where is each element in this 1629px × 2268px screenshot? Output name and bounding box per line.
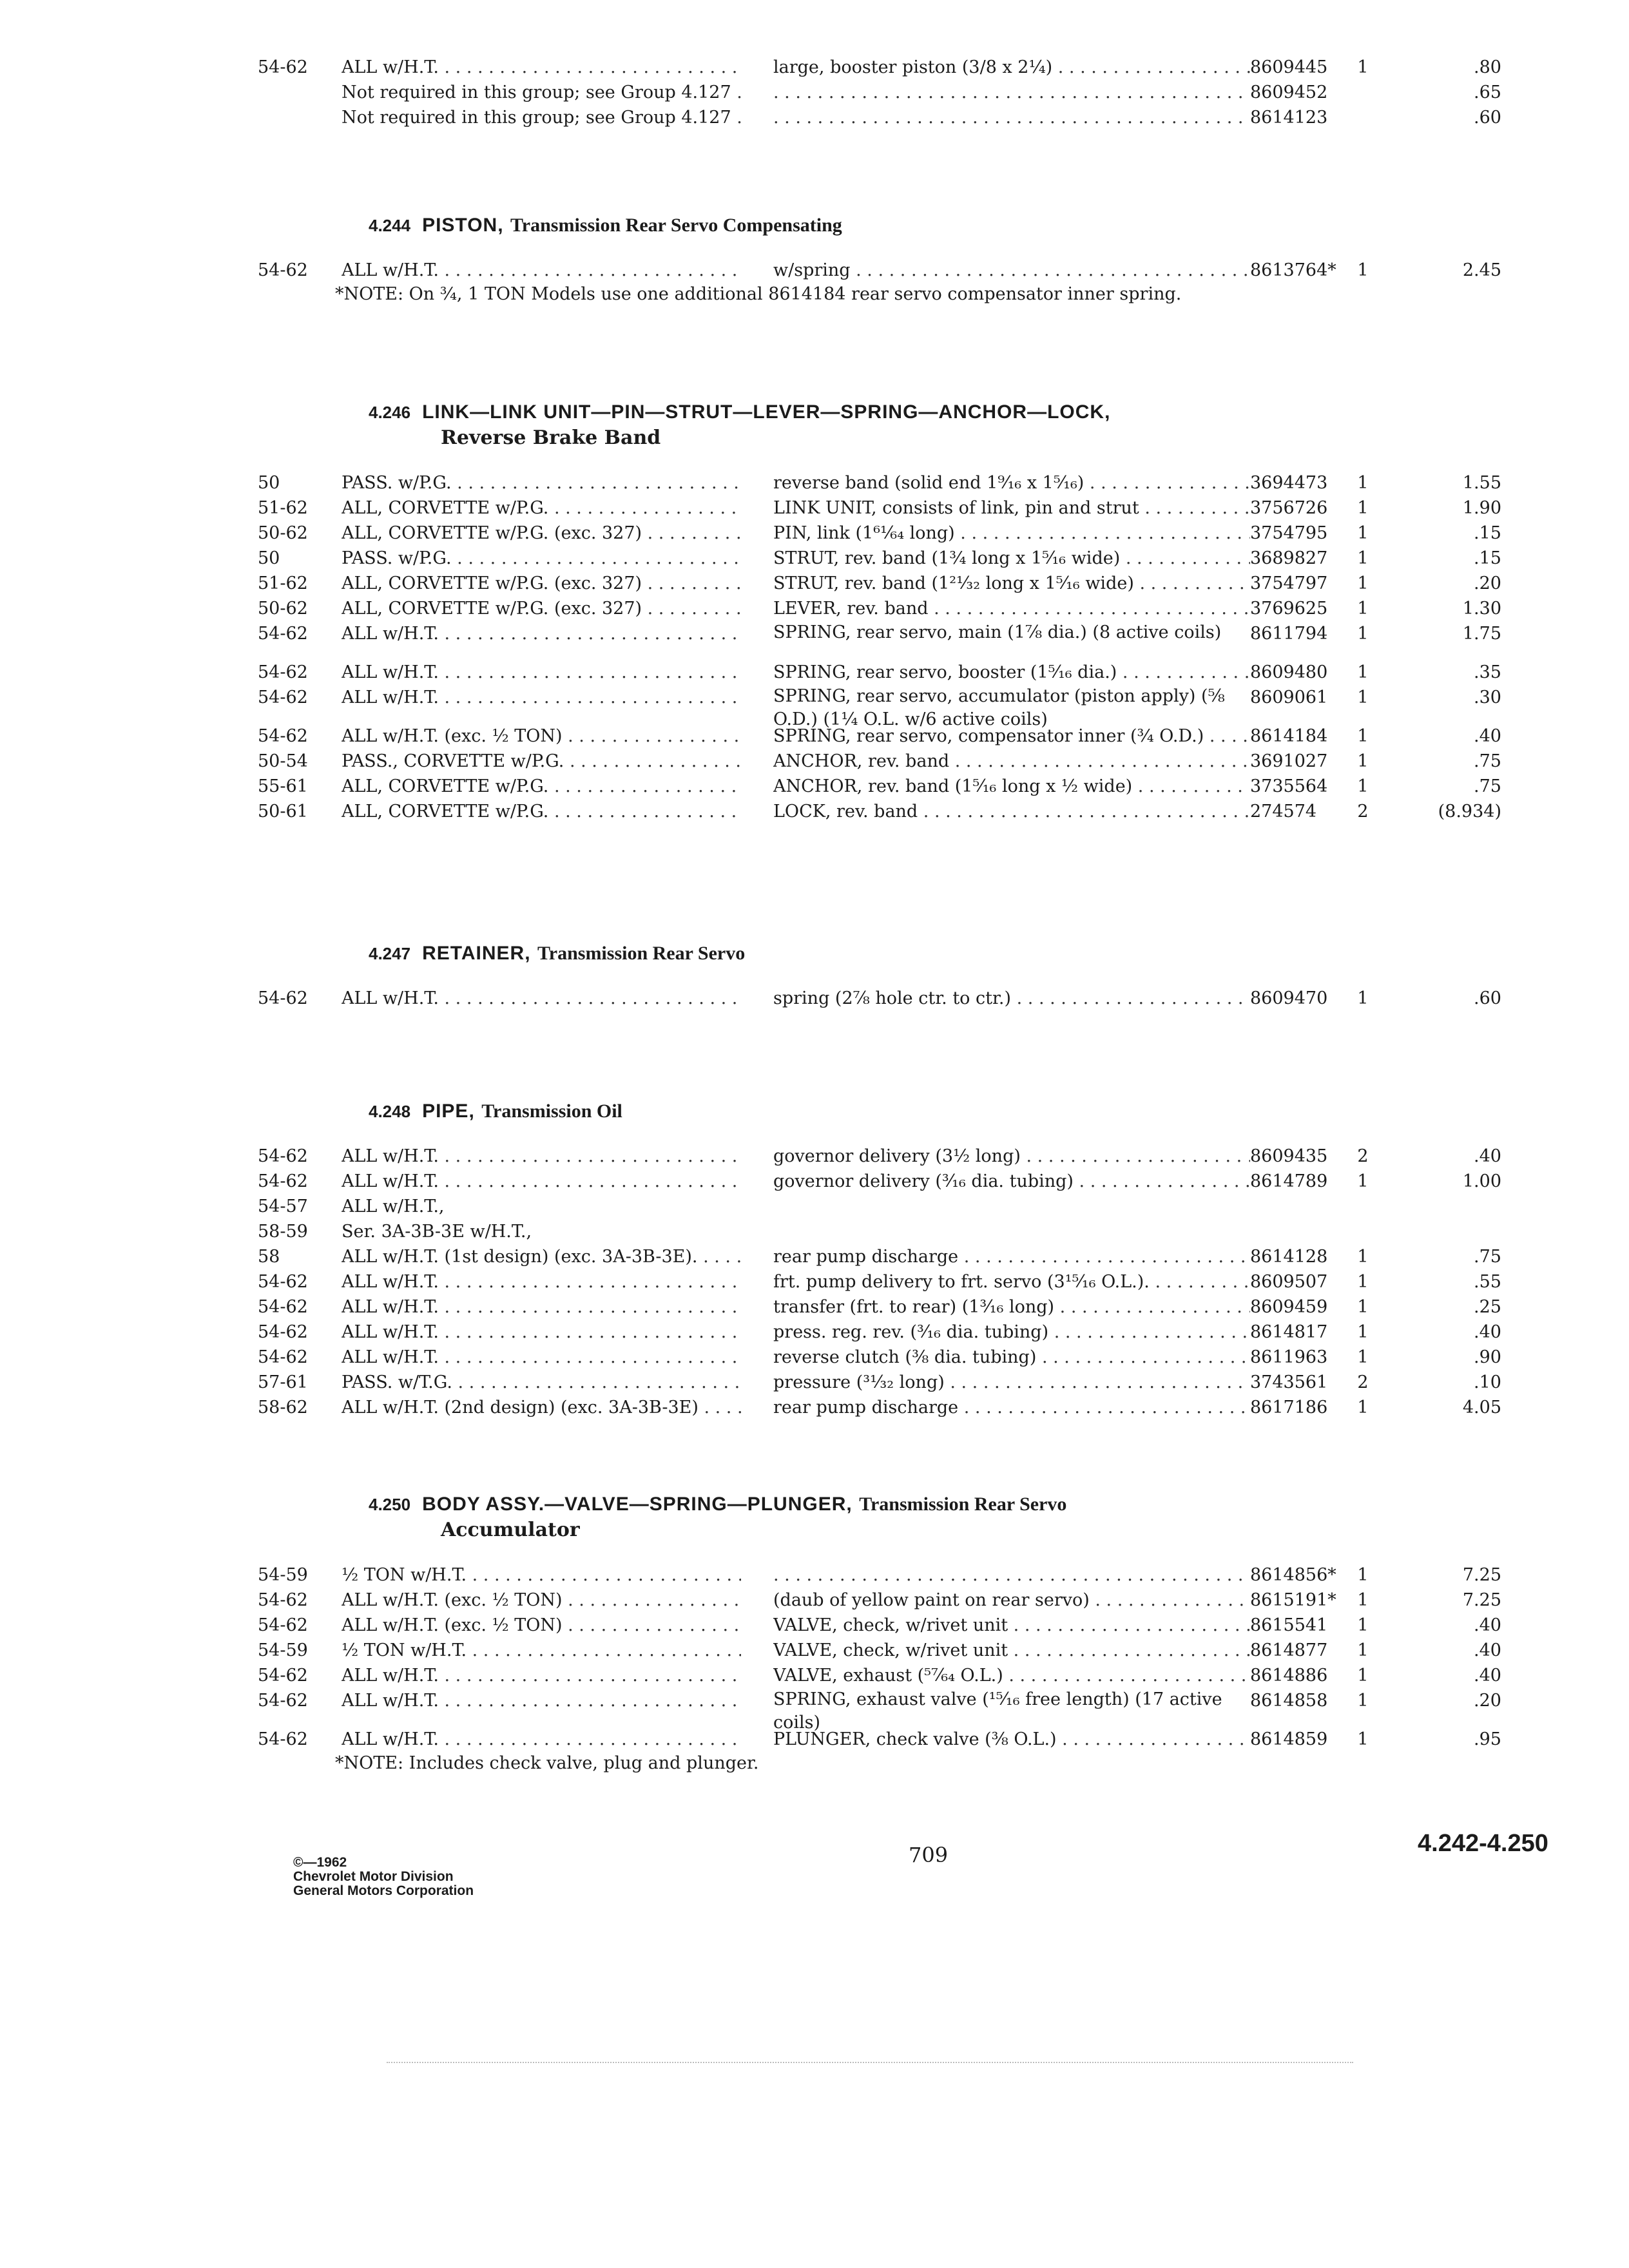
price-cell: 1.00 [1462,1171,1501,1191]
description-cell: reverse band (solid end 1⁹⁄₁₆ x 1⁵⁄₁₆) . . . [773,470,1250,495]
quantity-cell: 2 [1357,1372,1369,1392]
table-row [258,571,1521,596]
part-number-cell: 3743561 [1250,1372,1328,1392]
model-cell: ALL w/H.T. . . . [342,1320,741,1345]
section-title [369,213,1521,238]
year-cell: 54-59 [258,1565,308,1585]
part-number-cell: 8609435 [1250,1146,1328,1166]
quantity-cell: 1 [1357,1565,1369,1585]
price-cell: 1.30 [1462,599,1501,619]
section-title [369,399,1521,451]
price-cell: .90 [1474,1347,1501,1367]
price-cell: 1.90 [1462,498,1501,518]
part-number-cell: 8609480 [1250,662,1328,682]
year-cell: 54-62 [258,1347,308,1367]
table-row [258,724,1521,749]
year-cell: 54-59 [258,1640,308,1660]
quantity-cell: 1 [1357,1615,1369,1635]
year-cell: 54-62 [258,1297,308,1317]
year-cell: 57-61 [258,1372,308,1392]
quantity-cell: 1 [1357,1666,1369,1686]
section-s4244 [258,213,1521,306]
year-cell: 54-62 [258,988,308,1008]
price-cell: 7.25 [1462,1565,1501,1585]
description-cell: spring (2⅞ hole ctr. to ctr.) . . . [773,986,1250,1011]
description-cell: SPRING, rear servo, main (1⅞ dia.) (8 active coils) [773,622,1222,642]
section-s4247 [258,941,1521,1011]
description-cell: large, booster piston (3/8 x 2¼) . . . [773,55,1250,80]
quantity-cell: 2 [1357,1146,1369,1166]
quantity-cell: 1 [1357,1729,1369,1749]
table-row [258,1562,1521,1588]
table-row [258,1244,1521,1269]
model-cell: ALL w/H.T. . . . [342,55,741,80]
year-cell: 54-62 [258,1322,308,1342]
part-number-cell: 8615541 [1250,1615,1328,1635]
part-number-cell: 8609445 [1250,57,1328,77]
table-row [258,1345,1521,1370]
quantity-cell: 1 [1357,260,1369,280]
price-cell: .65 [1474,82,1501,102]
table-row [258,660,1521,685]
part-number-cell: 8613764* [1250,260,1336,280]
year-cell: 50 [258,473,280,493]
price-cell: .60 [1474,988,1501,1008]
quantity-cell: 1 [1357,776,1369,796]
table-row [258,258,1521,283]
section-subtitle: Transmission Rear Servo Compensating [510,215,842,236]
model-cell: ALL w/H.T. (exc. ½ TON) . . . [342,724,741,749]
year-cell: 54-62 [258,1691,308,1711]
year-cell: 54-62 [258,687,308,707]
model-cell: ALL w/H.T. . . . [342,685,741,710]
description-cell: STRUT, rev. band (1¾ long x 1⁵⁄₁₆ wide) . . . [773,546,1250,571]
quantity-cell: 1 [1357,687,1369,707]
year-cell: 54-62 [258,1146,308,1166]
year-cell: 54-62 [258,1729,308,1749]
description-cell: w/spring . . . [773,258,1250,283]
model-cell: ½ TON w/H.T. . . . [342,1562,741,1588]
quantity-cell: 1 [1357,726,1369,746]
quantity-cell: 1 [1357,662,1369,682]
description-cell: press. reg. rev. (³⁄₁₆ dia. tubing) . . . [773,1320,1250,1345]
year-cell: 54-62 [258,662,308,682]
table-row [258,1320,1521,1345]
model-cell: ALL, CORVETTE w/P.G. . . . [342,495,741,521]
model-cell: ALL w/H.T. . . . [342,1294,741,1320]
price-cell: .75 [1474,1247,1501,1267]
price-cell: .20 [1474,573,1501,593]
part-number-cell: 8614886 [1250,1666,1328,1686]
part-number-cell: 8611963 [1250,1347,1328,1367]
quantity-cell: 1 [1357,498,1369,518]
year-cell: 54-62 [258,260,308,280]
table-row [258,105,1521,130]
section-title [369,1099,1521,1124]
model-cell: ALL w/H.T. . . . [342,660,741,685]
quantity-cell: 1 [1357,1398,1369,1418]
table-row [258,621,1521,660]
part-number-cell: 3756726 [1250,498,1328,518]
section-subtitle: Transmission Rear Servo [537,943,746,964]
model-cell: ALL w/H.T. (1st design) (exc. 3A-3B-3E). . . . [342,1244,741,1269]
parts-table [258,986,1521,1011]
description-cell: (daub of yellow paint on rear servo) . . . [773,1588,1250,1613]
table-row [258,546,1521,571]
price-cell: .15 [1474,523,1501,543]
description-cell: rear pump discharge . . . [773,1244,1250,1269]
year-cell: 55-61 [258,776,308,796]
model-cell: PASS. w/P.G. . . . [342,546,741,571]
description-cell: LOCK, rev. band . . . [773,799,1250,824]
parts-table [258,55,1521,130]
description-cell [773,1562,1250,1588]
table-row [258,774,1521,799]
part-number-cell: 8617186 [1250,1398,1328,1418]
part-number-cell: 274574 [1250,802,1317,822]
price-cell: 4.05 [1462,1398,1501,1418]
part-number-cell: 8614858 [1250,1691,1328,1711]
price-cell: (8.934) [1438,802,1501,822]
model-cell: ALL w/H.T. . . . [342,1345,741,1370]
parts-table [258,470,1521,824]
model-cell: ALL w/H.T. . . . [342,1688,741,1713]
section-s4248 [258,1099,1521,1420]
quantity-cell: 1 [1357,751,1369,771]
price-cell: .35 [1474,662,1501,682]
description-cell: VALVE, check, w/rivet unit . . . [773,1638,1250,1663]
section-note: *NOTE: On ¾, 1 TON Models use one additional 8614184 rear servo compensator inner spring. [335,284,1182,304]
price-cell: .55 [1474,1272,1501,1292]
quantity-cell: 1 [1357,1272,1369,1292]
year-cell: 54-62 [258,1615,308,1635]
model-cell: ALL w/H.T. . . . [342,1169,741,1194]
year-cell: 58-62 [258,1398,308,1418]
part-number-cell: 8609507 [1250,1272,1328,1292]
description-cell: LINK UNIT, consists of link, pin and strut . . . [773,495,1250,521]
part-number-cell: 3691027 [1250,751,1328,771]
model-cell: ALL, CORVETTE w/P.G. (exc. 327) . . . [342,571,741,596]
price-cell: 1.75 [1462,624,1501,644]
price-cell: .30 [1474,687,1501,707]
section-number: 4.248 [369,1102,411,1121]
table-row [258,1663,1521,1688]
model-cell: ALL, CORVETTE w/P.G. (exc. 327) . . . [342,596,741,621]
year-cell: 51-62 [258,573,308,593]
model-cell: ALL w/H.T. . . . [342,1727,741,1752]
section-subtitle: Transmission Rear Servo [859,1494,1067,1515]
price-cell: .40 [1474,1322,1501,1342]
year-cell: 54-57 [258,1196,308,1216]
part-number-cell: 8614817 [1250,1322,1328,1342]
parts-table [258,1144,1521,1420]
model-cell: ALL w/H.T. . . . [342,621,741,646]
quantity-cell: 1 [1357,1590,1369,1610]
description-cell: pressure (³¹⁄₃₂ long) . . . [773,1370,1250,1395]
table-row [258,1370,1521,1395]
table-row [258,1395,1521,1420]
model-cell: ALL w/H.T. . . . [342,1269,741,1294]
part-number-cell: 8609470 [1250,988,1328,1008]
quantity-cell: 1 [1357,1247,1369,1267]
table-row [258,1588,1521,1613]
part-number-cell: 8609459 [1250,1297,1328,1317]
year-cell: 50-62 [258,599,308,619]
price-cell: .25 [1474,1297,1501,1317]
part-number-cell: 8609452 [1250,82,1328,102]
model-cell: ALL w/H.T. (2nd design) (exc. 3A-3B-3E) . . . [342,1395,741,1420]
table-row [258,596,1521,621]
model-cell: ALL w/H.T. . . . [342,1663,741,1688]
quantity-cell: 1 [1357,1297,1369,1317]
copyright-division: Chevrolet Motor Division [293,1869,454,1884]
price-cell: .80 [1474,57,1501,77]
table-row [258,685,1521,729]
description-cell [773,80,1250,105]
table-row [258,1169,1521,1194]
table-row [258,1688,1521,1733]
section-title [369,1492,1521,1543]
description-cell: VALVE, exhaust (⁵⁷⁄₆₄ O.L.) . . . [773,1663,1250,1688]
description-cell: rear pump discharge . . . [773,1395,1250,1420]
section-note: *NOTE: Includes check valve, plug and plunger. [335,1753,759,1773]
table-row [258,1144,1521,1169]
model-cell: ALL, CORVETTE w/P.G. (exc. 327) . . . [342,521,741,546]
part-number-cell: 8615191* [1250,1590,1336,1610]
part-number-cell: 3689827 [1250,548,1328,568]
scan-artifact-line [387,2062,1353,2063]
model-cell: PASS. w/T.G. . . . [342,1370,741,1395]
model-cell: PASS. w/P.G. . . . [342,470,741,495]
price-cell: .75 [1474,751,1501,771]
description-cell [773,105,1250,130]
quantity-cell: 2 [1357,802,1369,822]
quantity-cell: 1 [1357,624,1369,644]
quantity-cell: 1 [1357,1691,1369,1711]
price-cell: 2.45 [1462,260,1501,280]
description-cell: SPRING, rear servo, compensator inner (¾ O.D.) . . . [773,724,1250,749]
description-cell: SPRING, rear servo, accumulator (piston apply) (⅝ O.D.) (1¼ O.L. w/6 active coils) [773,686,1225,729]
year-cell: 54-62 [258,57,308,77]
part-number-cell: 3694473 [1250,473,1328,493]
page-number: 709 [909,1843,949,1867]
table-row [258,55,1521,80]
table-row [258,1638,1521,1663]
section-subtitle-line2: Accumulator [441,1519,580,1541]
description-cell: ANCHOR, rev. band . . . [773,749,1250,774]
section-number: 4.244 [369,216,411,235]
section-number: 4.247 [369,944,411,963]
quantity-cell: 1 [1357,573,1369,593]
year-cell: 58 [258,1247,280,1267]
table-row [258,1613,1521,1638]
table-row [258,470,1521,495]
model-cell: Ser. 3A-3B-3E w/H.T., [342,1222,532,1242]
section-s4250 [258,1492,1521,1775]
model-cell: ALL w/H.T. (exc. ½ TON) . . . [342,1588,741,1613]
quantity-cell: 1 [1357,1171,1369,1191]
year-cell: 54-62 [258,624,308,644]
description-cell: transfer (frt. to rear) (1³⁄₁₆ long) . . . [773,1294,1250,1320]
table-row [258,1727,1521,1752]
part-number-cell: 8614859 [1250,1729,1328,1749]
quantity-cell: 1 [1357,523,1369,543]
description-cell: frt. pump delivery to frt. servo (3¹⁵⁄₁₆ O.L.). . . . [773,1269,1250,1294]
copyright-block [293,1856,474,1898]
table-row [258,1194,1521,1219]
description-cell: PLUNGER, check valve (⅜ O.L.) . . . [773,1727,1250,1752]
section-heading: RETAINER, [422,943,531,964]
table-row [258,1219,1521,1244]
description-cell: governor delivery (³⁄₁₆ dia. tubing) . . . [773,1169,1250,1194]
model-cell: Not required in this group; see Group 4.127 . . . [342,80,741,105]
copyright-year: ©—1962 [293,1855,347,1870]
price-cell: .40 [1474,1640,1501,1660]
description-cell: LEVER, rev. band . . . [773,596,1250,621]
price-cell: .60 [1474,108,1501,128]
quantity-cell: 1 [1357,988,1369,1008]
part-number-cell: 3754795 [1250,523,1328,543]
quantity-cell: 1 [1357,548,1369,568]
part-number-cell: 8614856* [1250,1565,1336,1585]
parts-table [258,1562,1521,1752]
description-cell: reverse clutch (⅜ dia. tubing) . . . [773,1345,1250,1370]
year-cell: 54-62 [258,1666,308,1686]
year-cell: 54-62 [258,726,308,746]
year-cell: 54-62 [258,1590,308,1610]
part-number-cell: 8614123 [1250,108,1328,128]
description-cell: VALVE, check, w/rivet unit . . . [773,1613,1250,1638]
price-cell: .15 [1474,548,1501,568]
quantity-cell: 1 [1357,1347,1369,1367]
price-cell: .10 [1474,1372,1501,1392]
price-cell: .40 [1474,1146,1501,1166]
model-cell: ALL w/H.T., [342,1196,445,1216]
price-cell: .40 [1474,1666,1501,1686]
section-s4242 [258,55,1521,130]
section-s4246 [258,399,1521,824]
year-cell: 50 [258,548,280,568]
description-cell: governor delivery (3½ long) . . . [773,1144,1250,1169]
section-number: 4.250 [369,1495,411,1514]
section-heading: BODY ASSY.—VALVE—SPRING—PLUNGER, [422,1494,853,1515]
price-cell: .40 [1474,726,1501,746]
quantity-cell: 1 [1357,1640,1369,1660]
section-subtitle: Transmission Oil [481,1100,622,1122]
table-row [258,80,1521,105]
part-number-cell: 8614184 [1250,726,1328,746]
table-row [258,749,1521,774]
price-cell: 7.25 [1462,1590,1501,1610]
part-number-cell: 8611794 [1250,624,1328,644]
table-row [258,495,1521,521]
price-cell: .95 [1474,1729,1501,1749]
model-cell: ALL w/H.T. . . . [342,1144,741,1169]
part-number-cell: 3735564 [1250,776,1328,796]
part-number-cell: 3769625 [1250,599,1328,619]
description-cell: PIN, link (1⁶¹⁄₆₄ long) . . . [773,521,1250,546]
table-row [258,1269,1521,1294]
section-subtitle-line2: Reverse Brake Band [441,427,661,449]
description-cell: SPRING, exhaust valve (¹⁵⁄₁₆ free length) (17 active coils) [773,1689,1222,1733]
price-cell: .40 [1474,1615,1501,1635]
year-cell: 50-54 [258,751,308,771]
year-cell: 54-62 [258,1272,308,1292]
quantity-cell: 1 [1357,1322,1369,1342]
part-number-cell: 8614877 [1250,1640,1328,1660]
year-cell: 58-59 [258,1222,308,1242]
model-cell: ALL, CORVETTE w/P.G. . . . [342,799,741,824]
parts-table [258,258,1521,283]
description-cell: SPRING, rear servo, booster (1⁵⁄₁₆ dia.) . . . [773,660,1250,685]
table-row [258,799,1521,824]
price-cell: .75 [1474,776,1501,796]
table-row [258,521,1521,546]
group-range: 4.242-4.250 [1418,1830,1548,1857]
model-cell: ½ TON w/H.T. . . . [342,1638,741,1663]
model-cell: ALL w/H.T. . . . [342,986,741,1011]
description-cell: ANCHOR, rev. band (1⁵⁄₁₆ long x ½ wide) . . . [773,774,1250,799]
price-cell: .20 [1474,1691,1501,1711]
quantity-cell: 1 [1357,57,1369,77]
year-cell: 51-62 [258,498,308,518]
part-number-cell: 3754797 [1250,573,1328,593]
table-row [258,986,1521,1011]
description-cell: STRUT, rev. band (1²¹⁄₃₂ long x 1⁵⁄₁₆ wide) . . . [773,571,1250,596]
section-heading: PISTON, [422,215,504,236]
section-heading: PIPE, [422,1100,475,1122]
section-heading: LINK—LINK UNIT—PIN—STRUT—LEVER—SPRING—ANCHOR—LOCK, [422,401,1111,423]
price-cell: 1.55 [1462,473,1501,493]
model-cell: ALL w/H.T. (exc. ½ TON) . . . [342,1613,741,1638]
quantity-cell: 1 [1357,599,1369,619]
year-cell: 50-61 [258,802,308,822]
quantity-cell: 1 [1357,473,1369,493]
model-cell: Not required in this group; see Group 4.127 . . . [342,105,741,130]
year-cell: 50-62 [258,523,308,543]
section-title [369,941,1521,966]
section-number: 4.246 [369,403,411,422]
model-cell: ALL w/H.T. . . . [342,258,741,283]
model-cell: PASS., CORVETTE w/P.G. . . . [342,749,741,774]
table-row [258,1294,1521,1320]
part-number-cell: 8614128 [1250,1247,1328,1267]
copyright-corporation: General Motors Corporation [293,1883,474,1898]
part-number-cell: 8614789 [1250,1171,1328,1191]
part-number-cell: 8609061 [1250,687,1328,707]
model-cell: ALL, CORVETTE w/P.G. . . . [342,774,741,799]
year-cell: 54-62 [258,1171,308,1191]
